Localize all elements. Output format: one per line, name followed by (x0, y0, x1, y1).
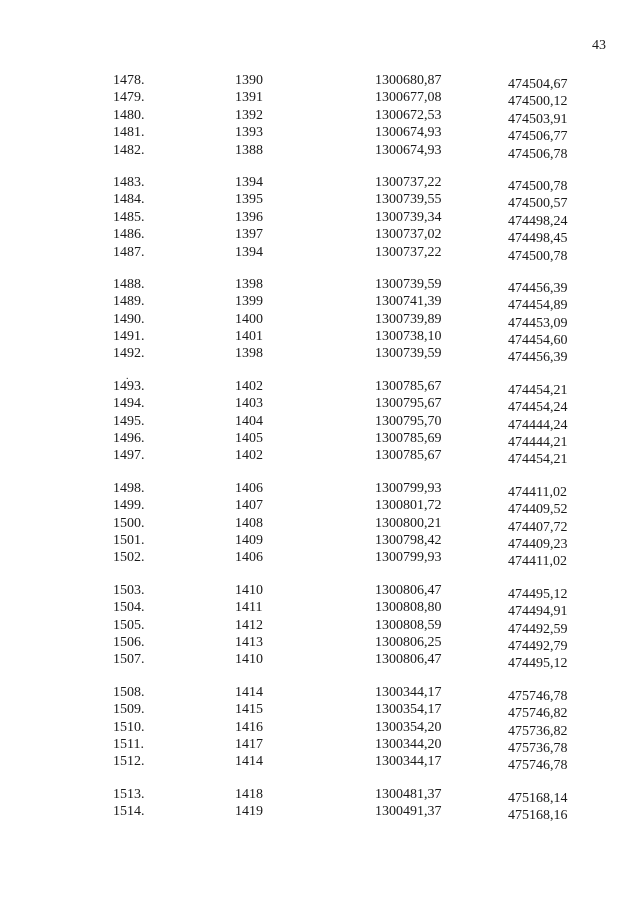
row-number: 1512. (113, 754, 145, 770)
table-row (0, 142, 640, 162)
table-row (0, 328, 640, 349)
y-coordinate: 474454,24 (508, 400, 568, 416)
y-coordinate: 474498,45 (508, 231, 568, 247)
coordinate-group (0, 684, 640, 774)
y-coordinate: 474456,39 (508, 350, 568, 366)
x-coordinate: 1300737,22 (375, 174, 442, 190)
row-number: 1490. (113, 311, 145, 327)
table-row (0, 532, 640, 552)
coordinate-group (0, 174, 640, 264)
y-coordinate: 474506,78 (508, 146, 568, 162)
table-row (0, 378, 640, 398)
table-row (0, 413, 640, 433)
row-number: 1483. (113, 174, 145, 190)
point-id: 1396 (235, 209, 263, 225)
coordinate-group (0, 582, 640, 672)
table-row (0, 209, 640, 229)
y-coordinate: 474454,60 (508, 333, 568, 349)
table-row (0, 684, 640, 704)
y-coordinate: 474506,77 (508, 129, 568, 145)
point-id: 1411 (235, 600, 263, 616)
row-number: 1493. (113, 378, 145, 394)
point-id: 1402 (235, 378, 263, 394)
x-coordinate: 1300737,22 (375, 244, 442, 260)
x-coordinate: 1300481,37 (375, 786, 442, 802)
point-id: 1413 (235, 634, 263, 650)
point-id: 1392 (235, 107, 263, 123)
x-coordinate: 1300795,67 (375, 396, 442, 412)
point-id: 1409 (235, 532, 263, 548)
table-row (0, 72, 640, 92)
row-number: 1492. (113, 346, 145, 362)
x-coordinate: 1300344,17 (375, 684, 442, 700)
table-row (0, 447, 640, 468)
row-number: 1478. (113, 73, 145, 88)
y-coordinate: 474492,79 (508, 638, 568, 654)
row-number: 1485. (113, 209, 145, 225)
coordinate-table (0, 72, 640, 835)
page-number: 43 (592, 38, 606, 53)
row-number: 1508. (113, 684, 145, 700)
x-coordinate: 1300795,70 (375, 413, 442, 429)
row-number: 1501. (113, 532, 145, 548)
table-row (0, 107, 640, 127)
x-coordinate: 1300808,80 (375, 600, 442, 616)
y-coordinate: 474454,89 (508, 298, 568, 314)
y-coordinate: 474444,24 (508, 417, 568, 433)
point-id: 1397 (235, 227, 263, 243)
table-row (0, 617, 640, 637)
row-number: 1480. (113, 107, 145, 123)
coordinate-group (0, 378, 640, 468)
table-row (0, 497, 640, 518)
row-number: 1484. (113, 192, 145, 208)
table-row (0, 582, 640, 602)
row-number: 1504. (113, 600, 145, 616)
row-number: 1489. (113, 294, 145, 310)
y-coordinate: 475168,14 (508, 790, 568, 806)
point-id: 1410 (235, 582, 263, 598)
x-coordinate: 1300806,25 (375, 634, 442, 650)
row-number: 1496. (113, 431, 145, 447)
point-id: 1388 (235, 142, 263, 158)
point-id: 1403 (235, 396, 263, 412)
table-row (0, 549, 640, 570)
y-coordinate: 474454,21 (508, 452, 568, 468)
table-row (0, 191, 640, 212)
y-coordinate: 475736,82 (508, 723, 568, 739)
point-id: 1398 (235, 346, 263, 362)
x-coordinate: 1300738,10 (375, 329, 442, 345)
y-coordinate: 474494,91 (508, 604, 568, 620)
table-row (0, 293, 640, 314)
x-coordinate: 1300674,93 (375, 125, 442, 141)
table-row (0, 89, 640, 110)
point-id: 1417 (235, 736, 263, 752)
row-number: 1505. (113, 617, 145, 633)
row-number: 1481. (113, 125, 145, 141)
point-id: 1406 (235, 550, 263, 566)
row-number: 1510. (113, 719, 145, 735)
coordinate-group (0, 276, 640, 366)
x-coordinate: 1300799,93 (375, 550, 442, 566)
coordinate-group (0, 480, 640, 570)
x-coordinate: 1300739,59 (375, 346, 442, 362)
point-id: 1394 (235, 174, 263, 190)
y-coordinate: 474500,57 (508, 196, 568, 212)
table-row (0, 701, 640, 722)
y-coordinate: 474495,12 (508, 586, 568, 602)
point-id: 1390 (235, 73, 263, 88)
point-id: 1410 (235, 652, 263, 668)
point-id: 1402 (235, 448, 263, 464)
x-coordinate: 1300798,42 (375, 532, 442, 548)
x-coordinate: 1300785,67 (375, 448, 442, 464)
x-coordinate: 1300737,02 (375, 227, 442, 243)
x-coordinate: 1300739,89 (375, 311, 442, 327)
point-id: 1414 (235, 754, 263, 770)
x-coordinate: 1300801,72 (375, 498, 442, 514)
row-number: 1482. (113, 142, 145, 158)
point-id: 1398 (235, 276, 263, 292)
y-coordinate: 474444,21 (508, 435, 568, 451)
row-number: 1514. (113, 804, 145, 820)
row-number: 1503. (113, 582, 145, 598)
row-number: 1511. (113, 736, 144, 752)
point-id: 1408 (235, 515, 263, 531)
x-coordinate: 1300680,87 (375, 73, 442, 88)
x-coordinate: 1300800,21 (375, 515, 442, 531)
row-number: 1513. (113, 786, 145, 802)
table-row (0, 803, 640, 824)
x-coordinate: 1300674,93 (375, 142, 442, 158)
point-id: 1416 (235, 719, 263, 735)
y-coordinate: 474409,23 (508, 536, 568, 552)
row-number: 1494. (113, 396, 145, 412)
y-coordinate: 474500,78 (508, 248, 568, 264)
point-id: 1391 (235, 90, 263, 106)
table-row (0, 515, 640, 535)
y-coordinate: 474492,59 (508, 621, 568, 637)
x-coordinate: 1300806,47 (375, 582, 442, 598)
table-row (0, 480, 640, 500)
row-number: 1495. (113, 413, 145, 429)
table-row (0, 226, 640, 247)
row-number: 1491. (113, 329, 145, 345)
y-coordinate: 474503,91 (508, 111, 568, 127)
point-id: 1399 (235, 294, 263, 310)
table-row (0, 276, 640, 296)
point-id: 1405 (235, 431, 263, 447)
y-coordinate: 474495,12 (508, 656, 568, 672)
table-row (0, 311, 640, 331)
point-id: 1407 (235, 498, 263, 514)
x-coordinate: 1300806,47 (375, 652, 442, 668)
x-coordinate: 1300739,34 (375, 209, 442, 225)
table-row (0, 736, 640, 756)
coordinate-group (0, 786, 640, 824)
x-coordinate: 1300739,59 (375, 276, 442, 292)
y-coordinate: 474454,21 (508, 382, 568, 398)
stray-mark: . (126, 371, 129, 382)
table-row (0, 786, 640, 806)
coordinate-group (0, 72, 640, 162)
table-row (0, 599, 640, 620)
row-number: 1486. (113, 227, 145, 243)
y-coordinate: 474456,39 (508, 280, 568, 296)
row-number: 1502. (113, 550, 145, 566)
y-coordinate: 475746,82 (508, 706, 568, 722)
y-coordinate: 474407,72 (508, 519, 568, 535)
y-coordinate: 475746,78 (508, 758, 568, 774)
point-id: 1419 (235, 804, 263, 820)
table-row (0, 174, 640, 194)
x-coordinate: 1300739,55 (375, 192, 442, 208)
point-id: 1418 (235, 786, 263, 802)
x-coordinate: 1300785,69 (375, 431, 442, 447)
y-coordinate: 475736,78 (508, 740, 568, 756)
row-number: 1497. (113, 448, 145, 464)
table-row (0, 719, 640, 739)
x-coordinate: 1300354,20 (375, 719, 442, 735)
table-row (0, 430, 640, 451)
x-coordinate: 1300677,08 (375, 90, 442, 106)
point-id: 1415 (235, 702, 263, 718)
y-coordinate: 474500,12 (508, 94, 568, 110)
x-coordinate: 1300491,37 (375, 804, 442, 820)
table-row (0, 345, 640, 366)
row-number: 1499. (113, 498, 145, 514)
y-coordinate: 474500,78 (508, 178, 568, 194)
x-coordinate: 1300344,20 (375, 736, 442, 752)
point-id: 1393 (235, 125, 263, 141)
point-id: 1400 (235, 311, 263, 327)
x-coordinate: 1300785,67 (375, 378, 442, 394)
table-row (0, 395, 640, 416)
point-id: 1404 (235, 413, 263, 429)
row-number: 1487. (113, 244, 145, 260)
y-coordinate: 474504,67 (508, 77, 568, 92)
table-row (0, 753, 640, 774)
row-number: 1507. (113, 652, 145, 668)
y-coordinate: 475746,78 (508, 688, 568, 704)
table-row (0, 634, 640, 654)
x-coordinate: 1300741,39 (375, 294, 442, 310)
row-number: 1488. (113, 276, 145, 292)
row-number: 1500. (113, 515, 145, 531)
table-row (0, 244, 640, 264)
table-row (0, 651, 640, 672)
point-id: 1394 (235, 244, 263, 260)
point-id: 1406 (235, 480, 263, 496)
row-number: 1479. (113, 90, 145, 106)
y-coordinate: 474453,09 (508, 315, 568, 331)
x-coordinate: 1300354,17 (375, 702, 442, 718)
row-number: 1506. (113, 634, 145, 650)
y-coordinate: 474409,52 (508, 502, 568, 518)
point-id: 1395 (235, 192, 263, 208)
table-row (0, 124, 640, 145)
x-coordinate: 1300808,59 (375, 617, 442, 633)
y-coordinate: 474411,02 (508, 554, 567, 570)
row-number: 1498. (113, 480, 145, 496)
x-coordinate: 1300799,93 (375, 480, 442, 496)
y-coordinate: 474411,02 (508, 484, 567, 500)
point-id: 1401 (235, 329, 263, 345)
point-id: 1412 (235, 617, 263, 633)
x-coordinate: 1300672,53 (375, 107, 442, 123)
point-id: 1414 (235, 684, 263, 700)
y-coordinate: 474498,24 (508, 213, 568, 229)
x-coordinate: 1300344,17 (375, 754, 442, 770)
y-coordinate: 475168,16 (508, 808, 568, 824)
row-number: 1509. (113, 702, 145, 718)
